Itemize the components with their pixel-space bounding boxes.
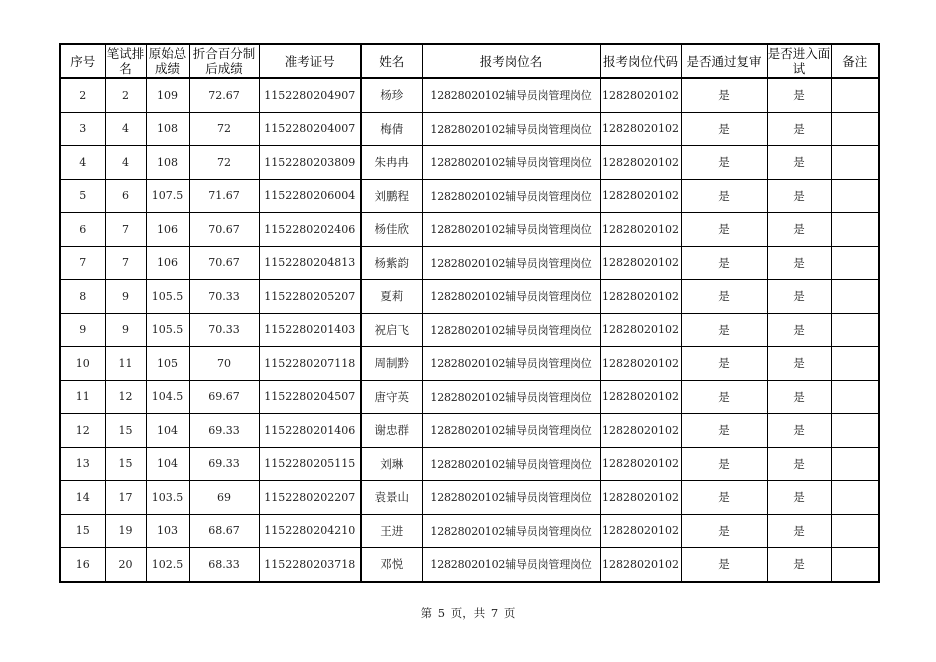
row-written-rank: 7 bbox=[105, 246, 146, 280]
row-seq: 3 bbox=[60, 112, 105, 146]
row-post-name: 12828020102辅导员岗管理岗位 bbox=[422, 481, 600, 515]
header-post-code: 报考岗位代码 bbox=[600, 44, 681, 78]
row-post-code: 12828020102 bbox=[600, 213, 681, 247]
table-row bbox=[60, 414, 879, 448]
row-seq: 8 bbox=[60, 280, 105, 314]
table-row bbox=[60, 146, 879, 180]
row-enter-interview: 是 bbox=[767, 179, 831, 213]
row-raw-score: 105 bbox=[146, 347, 189, 381]
row-ticket-number: 1152280204507 bbox=[259, 380, 361, 414]
row-percent-score: 70.33 bbox=[189, 313, 259, 347]
row-post-code: 12828020102 bbox=[600, 78, 681, 112]
table-row bbox=[60, 78, 879, 112]
row-percent-score: 70.67 bbox=[189, 213, 259, 247]
row-enter-interview: 是 bbox=[767, 514, 831, 548]
row-remarks bbox=[831, 246, 879, 280]
row-raw-score: 102.5 bbox=[146, 548, 189, 582]
row-raw-score: 107.5 bbox=[146, 179, 189, 213]
row-seq: 14 bbox=[60, 481, 105, 515]
row-passed-review: 是 bbox=[681, 213, 767, 247]
row-post-code: 12828020102 bbox=[600, 246, 681, 280]
table-row bbox=[60, 112, 879, 146]
row-written-rank: 15 bbox=[105, 447, 146, 481]
row-raw-score: 105.5 bbox=[146, 280, 189, 314]
row-raw-score: 106 bbox=[146, 246, 189, 280]
row-name: 刘鹏程 bbox=[361, 179, 422, 213]
row-name: 祝启飞 bbox=[361, 313, 422, 347]
row-percent-score: 70.33 bbox=[189, 280, 259, 314]
row-remarks bbox=[831, 280, 879, 314]
row-name: 梅倩 bbox=[361, 112, 422, 146]
row-written-rank: 11 bbox=[105, 347, 146, 381]
row-written-rank: 7 bbox=[105, 213, 146, 247]
row-written-rank: 2 bbox=[105, 78, 146, 112]
row-passed-review: 是 bbox=[681, 146, 767, 180]
row-raw-score: 104 bbox=[146, 447, 189, 481]
row-name: 夏莉 bbox=[361, 280, 422, 314]
row-ticket-number: 1152280201403 bbox=[259, 313, 361, 347]
table-body bbox=[60, 78, 879, 582]
row-name: 杨佳欣 bbox=[361, 213, 422, 247]
row-raw-score: 108 bbox=[146, 146, 189, 180]
row-written-rank: 15 bbox=[105, 414, 146, 448]
row-enter-interview: 是 bbox=[767, 380, 831, 414]
row-post-code: 12828020102 bbox=[600, 112, 681, 146]
row-post-name: 12828020102辅导员岗管理岗位 bbox=[422, 447, 600, 481]
row-name: 邓悦 bbox=[361, 548, 422, 582]
row-name: 杨珍 bbox=[361, 78, 422, 112]
row-percent-score: 70.67 bbox=[189, 246, 259, 280]
row-seq: 10 bbox=[60, 347, 105, 381]
table-row bbox=[60, 280, 879, 314]
row-written-rank: 4 bbox=[105, 146, 146, 180]
row-ticket-number: 1152280204210 bbox=[259, 514, 361, 548]
row-post-name: 12828020102辅导员岗管理岗位 bbox=[422, 213, 600, 247]
row-post-code: 12828020102 bbox=[600, 548, 681, 582]
row-post-code: 12828020102 bbox=[600, 447, 681, 481]
row-post-code: 12828020102 bbox=[600, 481, 681, 515]
results-table bbox=[59, 43, 880, 583]
header-enter-interview: 是否进入面试 bbox=[767, 46, 831, 76]
row-remarks bbox=[831, 313, 879, 347]
header-post-name: 报考岗位名 bbox=[422, 44, 600, 78]
header-percent-score: 折合百分制后成绩 bbox=[189, 44, 259, 78]
row-ticket-number: 1152280202406 bbox=[259, 213, 361, 247]
row-ticket-number: 1152280207118 bbox=[259, 347, 361, 381]
row-enter-interview: 是 bbox=[767, 280, 831, 314]
row-passed-review: 是 bbox=[681, 313, 767, 347]
row-written-rank: 12 bbox=[105, 380, 146, 414]
row-raw-score: 103.5 bbox=[146, 481, 189, 515]
row-enter-interview: 是 bbox=[767, 313, 831, 347]
row-post-code: 12828020102 bbox=[600, 146, 681, 180]
row-post-name: 12828020102辅导员岗管理岗位 bbox=[422, 179, 600, 213]
row-enter-interview: 是 bbox=[767, 548, 831, 582]
row-seq: 6 bbox=[60, 213, 105, 247]
row-raw-score: 106 bbox=[146, 213, 189, 247]
row-post-code: 12828020102 bbox=[600, 347, 681, 381]
row-percent-score: 69 bbox=[189, 481, 259, 515]
row-passed-review: 是 bbox=[681, 548, 767, 582]
table-row bbox=[60, 313, 879, 347]
row-seq: 16 bbox=[60, 548, 105, 582]
row-percent-score: 72 bbox=[189, 112, 259, 146]
row-seq: 4 bbox=[60, 146, 105, 180]
row-written-rank: 6 bbox=[105, 179, 146, 213]
row-name: 唐守英 bbox=[361, 380, 422, 414]
row-remarks bbox=[831, 414, 879, 448]
row-percent-score: 68.33 bbox=[189, 548, 259, 582]
row-ticket-number: 1152280206004 bbox=[259, 179, 361, 213]
row-raw-score: 104.5 bbox=[146, 380, 189, 414]
row-name: 朱冉冉 bbox=[361, 146, 422, 180]
row-ticket-number: 1152280203718 bbox=[259, 548, 361, 582]
row-post-name: 12828020102辅导员岗管理岗位 bbox=[422, 414, 600, 448]
row-post-name: 12828020102辅导员岗管理岗位 bbox=[422, 280, 600, 314]
header-seq: 序号 bbox=[60, 44, 105, 78]
row-passed-review: 是 bbox=[681, 78, 767, 112]
table-row bbox=[60, 447, 879, 481]
row-passed-review: 是 bbox=[681, 179, 767, 213]
header-written-rank: 笔试排名 bbox=[106, 46, 145, 76]
table-row bbox=[60, 347, 879, 381]
row-seq: 13 bbox=[60, 447, 105, 481]
row-remarks bbox=[831, 146, 879, 180]
row-passed-review: 是 bbox=[681, 481, 767, 515]
row-percent-score: 72 bbox=[189, 146, 259, 180]
row-written-rank: 4 bbox=[105, 112, 146, 146]
row-written-rank: 9 bbox=[105, 280, 146, 314]
header-name: 姓名 bbox=[361, 44, 422, 78]
row-percent-score: 69.67 bbox=[189, 380, 259, 414]
table-row bbox=[60, 246, 879, 280]
table-row bbox=[60, 213, 879, 247]
row-ticket-number: 1152280204907 bbox=[259, 78, 361, 112]
row-name: 袁景山 bbox=[361, 481, 422, 515]
row-written-rank: 17 bbox=[105, 481, 146, 515]
row-ticket-number: 1152280204007 bbox=[259, 112, 361, 146]
row-post-name: 12828020102辅导员岗管理岗位 bbox=[422, 514, 600, 548]
row-seq: 12 bbox=[60, 414, 105, 448]
row-percent-score: 72.67 bbox=[189, 78, 259, 112]
row-seq: 11 bbox=[60, 380, 105, 414]
row-remarks bbox=[831, 179, 879, 213]
row-ticket-number: 1152280202207 bbox=[259, 481, 361, 515]
row-name: 刘琳 bbox=[361, 447, 422, 481]
row-enter-interview: 是 bbox=[767, 213, 831, 247]
row-remarks bbox=[831, 78, 879, 112]
row-enter-interview: 是 bbox=[767, 414, 831, 448]
row-post-code: 12828020102 bbox=[600, 380, 681, 414]
row-remarks bbox=[831, 548, 879, 582]
row-passed-review: 是 bbox=[681, 514, 767, 548]
row-seq: 7 bbox=[60, 246, 105, 280]
row-post-name: 12828020102辅导员岗管理岗位 bbox=[422, 112, 600, 146]
row-passed-review: 是 bbox=[681, 347, 767, 381]
row-post-name: 12828020102辅导员岗管理岗位 bbox=[422, 313, 600, 347]
row-enter-interview: 是 bbox=[767, 447, 831, 481]
row-remarks bbox=[831, 112, 879, 146]
header-raw-score: 原始总成绩 bbox=[146, 44, 189, 78]
row-post-name: 12828020102辅导员岗管理岗位 bbox=[422, 146, 600, 180]
row-percent-score: 69.33 bbox=[189, 447, 259, 481]
row-percent-score: 69.33 bbox=[189, 414, 259, 448]
row-ticket-number: 1152280201406 bbox=[259, 414, 361, 448]
row-remarks bbox=[831, 447, 879, 481]
table-row bbox=[60, 380, 879, 414]
table-row bbox=[60, 481, 879, 515]
row-enter-interview: 是 bbox=[767, 146, 831, 180]
row-enter-interview: 是 bbox=[767, 78, 831, 112]
row-passed-review: 是 bbox=[681, 380, 767, 414]
table-row bbox=[60, 548, 879, 582]
row-raw-score: 103 bbox=[146, 514, 189, 548]
row-raw-score: 105.5 bbox=[146, 313, 189, 347]
row-remarks bbox=[831, 514, 879, 548]
row-remarks bbox=[831, 347, 879, 381]
header-remarks: 备注 bbox=[831, 44, 879, 78]
row-passed-review: 是 bbox=[681, 112, 767, 146]
row-name: 杨紫韵 bbox=[361, 246, 422, 280]
header-row bbox=[60, 44, 879, 78]
row-remarks bbox=[831, 481, 879, 515]
row-written-rank: 9 bbox=[105, 313, 146, 347]
row-seq: 5 bbox=[60, 179, 105, 213]
row-post-name: 12828020102辅导员岗管理岗位 bbox=[422, 347, 600, 381]
table-row bbox=[60, 179, 879, 213]
row-post-name: 12828020102辅导员岗管理岗位 bbox=[422, 246, 600, 280]
row-post-name: 12828020102辅导员岗管理岗位 bbox=[422, 78, 600, 112]
row-post-code: 12828020102 bbox=[600, 313, 681, 347]
row-ticket-number: 1152280205115 bbox=[259, 447, 361, 481]
table-row bbox=[60, 514, 879, 548]
row-remarks bbox=[831, 380, 879, 414]
row-seq: 2 bbox=[60, 78, 105, 112]
row-passed-review: 是 bbox=[681, 280, 767, 314]
row-enter-interview: 是 bbox=[767, 347, 831, 381]
header-passed-review: 是否通过复审 bbox=[681, 44, 767, 78]
row-post-code: 12828020102 bbox=[600, 514, 681, 548]
row-passed-review: 是 bbox=[681, 414, 767, 448]
row-name: 周制黔 bbox=[361, 347, 422, 381]
row-enter-interview: 是 bbox=[767, 481, 831, 515]
row-written-rank: 20 bbox=[105, 548, 146, 582]
row-raw-score: 104 bbox=[146, 414, 189, 448]
header-ticket-number: 准考证号 bbox=[259, 44, 361, 78]
row-ticket-number: 1152280203809 bbox=[259, 146, 361, 180]
row-post-name: 12828020102辅导员岗管理岗位 bbox=[422, 380, 600, 414]
row-passed-review: 是 bbox=[681, 447, 767, 481]
row-name: 王进 bbox=[361, 514, 422, 548]
page-indicator: 第 5 页，共 7 页 bbox=[420, 606, 516, 620]
row-written-rank: 19 bbox=[105, 514, 146, 548]
row-raw-score: 108 bbox=[146, 112, 189, 146]
row-seq: 15 bbox=[60, 514, 105, 548]
row-name: 谢忠群 bbox=[361, 414, 422, 448]
row-remarks bbox=[831, 213, 879, 247]
row-post-code: 12828020102 bbox=[600, 179, 681, 213]
row-post-name: 12828020102辅导员岗管理岗位 bbox=[422, 548, 600, 582]
row-raw-score: 109 bbox=[146, 78, 189, 112]
row-enter-interview: 是 bbox=[767, 246, 831, 280]
row-percent-score: 71.67 bbox=[189, 179, 259, 213]
row-passed-review: 是 bbox=[681, 246, 767, 280]
row-post-code: 12828020102 bbox=[600, 280, 681, 314]
row-percent-score: 70 bbox=[189, 347, 259, 381]
row-ticket-number: 1152280205207 bbox=[259, 280, 361, 314]
row-ticket-number: 1152280204813 bbox=[259, 246, 361, 280]
row-seq: 9 bbox=[60, 313, 105, 347]
row-post-code: 12828020102 bbox=[600, 414, 681, 448]
row-enter-interview: 是 bbox=[767, 112, 831, 146]
row-percent-score: 68.67 bbox=[189, 514, 259, 548]
